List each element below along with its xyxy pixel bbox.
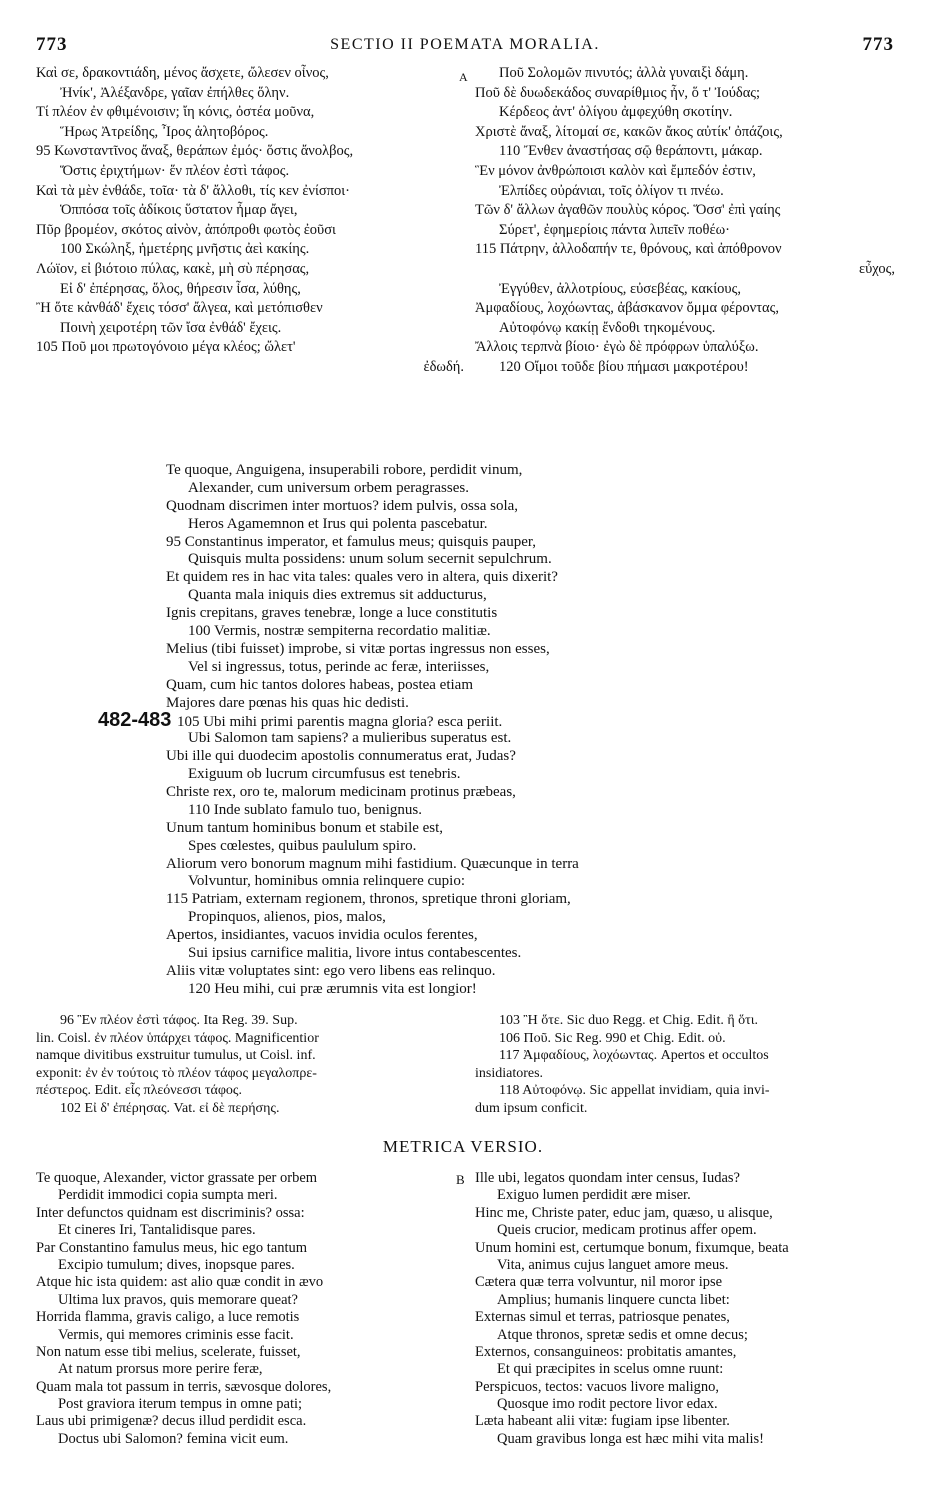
- footnote-line: insidiatores.: [475, 1065, 544, 1081]
- footnote-line: namque divitibus exstruitur tumulus, ut Coisl. inf.: [36, 1048, 316, 1064]
- footnote-line: 117 Ἀμφαδίους, λοχόωντας. Apertos et occultos: [499, 1048, 769, 1064]
- metrica-verse-line: Horrida flamma, gravis caligo, a luce remotis: [36, 1309, 300, 1326]
- metrica-verse-line: Cætera quæ terra volvuntur, nil moror ipse: [475, 1274, 723, 1291]
- footnote-line: exponit: ἐν ἐν τούτοις τὸ πλέον τάφος μεγαλοπρε-: [36, 1065, 317, 1081]
- metrica-verse-line: Par Constantino famulus meus, hic ego tantum: [36, 1239, 308, 1256]
- greek-verse-line: Ἥρως Ἀτρείδης, Ἶρος ἀλητοβόρος.: [60, 123, 269, 140]
- latin-verse-line: Vel si ingressus, totus, perinde ac feræ, interiisses,: [188, 658, 490, 675]
- metrica-verse-line: Amplius; humanis linquere cuncta libet:: [497, 1291, 730, 1308]
- latin-verse-line: Quam, cum hic tantos dolores habeas, postea etiam: [166, 676, 473, 693]
- metrica-verse-line: Te quoque, Alexander, victor grassate per orbem: [36, 1170, 318, 1186]
- footnote-line: dum ipsum conficit.: [475, 1100, 588, 1116]
- metrica-verse-line: Doctus ubi Salomon? femina vicit eum.: [58, 1430, 289, 1447]
- greek-verse-line: 115 Πάτρην, ἀλλοδαπήν τε, θρόνους, καὶ ἀπόθρονον: [475, 241, 782, 258]
- latin-verse-line: Majores dare pœnas his quas hic dedisti.: [166, 694, 409, 711]
- greek-verse-line: Καὶ τὰ μὲν ἐνθάδε, τοῖα· τὰ δ' ἄλλοθι, τίς κεν ἐνίσποι·: [36, 182, 350, 199]
- greek-verse-line: Καὶ σε, δρακοντιάδη, μένος ἄσχετε, ὤλεσεν οἶνος,: [36, 65, 329, 81]
- greek-verse-line: Εἰ δ' ἐπέρησας, ὅλος, θήρεσιν ἶσα, λύθης,: [60, 280, 301, 297]
- latin-verse-line: Et quidem res in hac vita tales: quales vero in altera, quis dixerit?: [166, 569, 558, 586]
- metrica-verse-line: Externas simul et terras, patriosque penates,: [475, 1309, 730, 1326]
- latin-verse-line: Ignis crepitans, graves tenebræ, longe a luce constitutis: [166, 605, 498, 622]
- latin-verse-line: Alexander, cum universum orbem peragrasses.: [188, 479, 469, 496]
- latin-verse-line: Exiguum ob lucrum circumfusus est tenebris.: [188, 766, 461, 783]
- greek-verse-line: Ἠνίκ', Ἀλέξανδρε, γαῖαν ἐπήλθες ὅλην.: [60, 84, 290, 101]
- latin-verse-line: Heros Agamemnon et Irus qui polenta pascebatur.: [188, 515, 488, 532]
- greek-verse-line: Ἄλλοις τερπνὰ βίοιο· ἐγὼ δὲ πρόφρων ὑπαλύξω.: [475, 339, 759, 356]
- greek-verse-line: Ὁππόσα τοῖς ἀδίκοις ὕστατον ἦμαρ ἄγει,: [60, 202, 298, 219]
- latin-translation: [98, 462, 746, 999]
- metrica-right-column: [475, 1170, 895, 1448]
- metrica-verse-line: Perdidit immodici copia sumpta meri.: [58, 1187, 278, 1204]
- footnote-line: 118 Αὐτοφόνῳ. Sic appellat invidiam, quia invi-: [499, 1083, 770, 1099]
- metrica-verse-line: Vita, animus cujus languet amore meus.: [497, 1256, 729, 1273]
- footnote-line: lin. Coisl. ἐν πλέον ὑπάρχει τάφος. Magnificentior: [36, 1030, 319, 1046]
- greek-text-right-column: [475, 64, 895, 378]
- latin-verse-line: Aliis vitæ voluptates sint: ego vero libens eas relinquo.: [166, 962, 496, 979]
- metrica-verse-line: Excipio tumulum; dives, inopsque pares.: [58, 1256, 295, 1273]
- latin-verse-line: Propinquos, alienos, pios, malos,: [188, 909, 386, 926]
- column-marker-a: A: [459, 70, 468, 84]
- latin-verse-line: Volvuntur, hominibus omnia relinquere cupio:: [188, 873, 466, 890]
- footnote-line: 103 Ἢ ὅτε. Sic duo Regg. et Chig. Edit. ἢ ὅτι.: [499, 1013, 759, 1028]
- metrica-verse-line: Atque hic ista quidem: ast alio quæ condit in ævo: [36, 1274, 324, 1291]
- latin-verse-line: Aliorum vero bonorum magnum mihi fastidium. Quæcunque in terra: [166, 855, 579, 872]
- metrica-verse-line: Læta habeant alii vitæ: fugiam ipse libenter.: [475, 1413, 730, 1430]
- latin-verse-line: Spes cœlestes, quibus paululum spiro.: [188, 837, 417, 854]
- greek-verse-line: Λώϊον, εἰ βιότοιο πύλας, κακὲ, μὴ σὺ πέρησας,: [36, 260, 310, 277]
- latin-verse-line: 110 Inde sublato famulo tuo, benignus.: [188, 801, 422, 818]
- page-header: [36, 34, 894, 58]
- latin-verse-line: Christe rex, oro te, malorum medicinam protinus præbeas,: [166, 784, 516, 801]
- column-number-badge: 482-483: [98, 709, 177, 732]
- greek-verse-line: Κέρδεος ἀντ' ὀλίγου ἀμφεχύθη σκοτίην.: [499, 104, 733, 121]
- greek-verse-line: Ἀμφαδίους, λοχόωντας, ἀβάσκανον ὄμμα φέροντας,: [475, 300, 779, 317]
- greek-verse-line: 100 Σκώληξ, ἡμετέρης μνῆστις ἀεὶ κακίης.: [60, 241, 310, 258]
- metrica-verse-line: Et qui præcipites in scelus omne ruunt:: [497, 1361, 724, 1378]
- greek-verse-line: Ἐγγύθεν, ἀλλοτρίους, εὐσεβέας, κακίους,: [499, 280, 741, 297]
- metrica-verse-line: Queis crucior, medicam protinus affer opem.: [497, 1222, 757, 1239]
- greek-verse-line: Αὐτοφόνῳ κακίῃ ἔνδοθι τηκομένους.: [499, 319, 716, 336]
- greek-verse-line: ἐδωδή.: [423, 358, 464, 375]
- metrica-verse-line: Non natum esse tibi melius, scelerate, fuisset,: [36, 1343, 301, 1360]
- latin-verse-line: Sui ipsius carnifice malitia, livore intus contabescentes.: [188, 945, 522, 962]
- page-number-right: 773: [862, 34, 894, 55]
- footnote-line: πέστερος. Edit. εἷς πλεόνεσσι τάφος.: [36, 1083, 242, 1099]
- column-marker-b: B: [456, 1172, 465, 1187]
- metrica-verse-line: Unum homini est, certumque bonum, fixumque, beata: [475, 1239, 789, 1256]
- metrica-verse-line: Vermis, qui memores criminis esse facit.: [58, 1326, 294, 1343]
- page-number-left: 773: [36, 34, 68, 55]
- greek-verse-line: εὖχος,: [858, 260, 895, 277]
- greek-verse-line: Ποῦ Σολομῶν πινυτός; ἀλλὰ γυναιξὶ δάμη.: [499, 65, 749, 81]
- greek-verse-line: Ἢ ὅτε κἀνθάδ' ἔχεις τόσσ' ἄλγεα, καὶ μετόπισθεν: [36, 300, 323, 317]
- greek-verse-line: Ποινὴ χειροτέρη τῶν ἴσα ἐνθάδ' ἔχεις.: [60, 319, 282, 336]
- latin-verse-line: Ubi ille qui duodecim apostolis connumeratus erat, Judas?: [166, 748, 516, 765]
- latin-verse-line: 95 Constantinus imperator, et famulus meus; quisquis pauper,: [166, 533, 536, 550]
- footnote-line: 96 Ἓν πλέον ἐστὶ τάφος. Ita Reg. 39. Sup.: [60, 1013, 298, 1028]
- latin-verse-line: Apertos, insidiantes, vacuos invidia oculos ferentes,: [166, 927, 478, 944]
- running-title: SECTIO II POEMATA MORALIA.: [330, 36, 600, 53]
- latin-verse-line: Melius (tibi fuisset) improbe, si vitæ portas ingressus non esses,: [166, 640, 550, 657]
- footnotes-right: [475, 1012, 895, 1118]
- metrica-verse-line: Post graviora iterum tempus in omne pati;: [58, 1396, 303, 1413]
- metrica-verse-line: Laus ubi primigenæ? decus illud perdidit esca.: [36, 1413, 307, 1430]
- latin-verse-line: 100 Vermis, nostræ sempiterna recordatio malitiæ.: [188, 623, 491, 640]
- metrica-verse-line: Quam mala tot passum in terris, sævosque dolores,: [36, 1378, 332, 1395]
- latin-verse-line: Quisquis multa possidens: unum solum secernit sepulchrum.: [188, 551, 552, 568]
- metrica-verse-line: Atque thronos, spretæ sedis et omne decus;: [497, 1326, 748, 1343]
- metrica-verse-line: Inter defunctos quidnam est discriminis? ossa:: [36, 1204, 305, 1221]
- latin-verse-line: Quodnam discrimen inter mortuos? idem pulvis, ossa sola,: [166, 497, 519, 514]
- metrica-verse-line: Perspicuos, tectos: vacuos livore maligno,: [475, 1378, 720, 1395]
- metrica-versio-heading: METRICA VERSIO.: [382, 1137, 544, 1156]
- greek-text-left-column: [36, 64, 464, 378]
- footnotes-left: [36, 1012, 456, 1118]
- metrica-verse-line: Externos, consanguineos: probitatis amantes,: [475, 1343, 737, 1360]
- text-line: 105 Ubi mihi primi parentis magna gloria? esca periit.: [176, 714, 503, 731]
- greek-verse-line: 105 Ποῦ μοι πρωτογόνοιο μέγα κλέος; ὤλετ': [36, 339, 296, 356]
- footnote-line: 106 Ποῦ. Sic Reg. 990 et Chig. Edit. οὐ.: [499, 1030, 726, 1046]
- greek-verse-line: Ποῦ δὲ δυωδεκάδος συναρίθμιος ἦν, ὅ τ' Ἰούδας;: [475, 84, 761, 101]
- greek-verse-line: 95 Κωνσταντῖνος ἄναξ, θεράπων ἐμός· ὅστις ἄνολβος,: [36, 143, 354, 160]
- latin-verse-line: Te quoque, Anguigena, insuperabili robore, perdidit vinum,: [166, 462, 523, 478]
- latin-verse-line: [98, 709, 746, 732]
- greek-verse-line: Ἓν μόνον ἀνθρώποισι καλὸν καὶ ἔμπεδόν ἐστιν,: [475, 162, 756, 179]
- greek-verse-line: Τῶν δ' ἄλλων ἀγαθῶν πουλὺς κόρος. Ὅσσ' ἐπὶ γαίης: [475, 202, 781, 219]
- latin-verse-line: Quanta mala iniquis dies extremus sit adducturus,: [188, 587, 487, 604]
- greek-verse-line: 120 Οἴμοι τοῦδε βίου πήμασι μακροτέρου!: [499, 358, 749, 375]
- footnote-line: 102 Εἰ δ' ἐπέρησας. Vat. εἰ δὲ περήσης.: [60, 1100, 280, 1116]
- greek-verse-line: Πῦρ βρομέον, σκότος αἰνὸν, ἀπόπροθι φωτὸς ἐοῦσι: [36, 221, 336, 238]
- greek-verse-line: 110 Ἔνθεν ἀναστήσας σῷ θεράποντι, μάκαρ.: [499, 143, 763, 160]
- metrica-verse-line: Hinc me, Christe pater, educ jam, quæso, u alisque,: [475, 1204, 773, 1221]
- latin-verse-line: 115 Patriam, externam regionem, thronos, spretique throni gloriam,: [166, 891, 571, 908]
- metrica-left-column: [36, 1170, 466, 1448]
- greek-verse-line: Χριστὲ ἄναξ, λίτομαί σε, κακῶν ἄκος αὐτίκ' ὀπάζοις,: [475, 123, 783, 140]
- metrica-verse-line: Et cineres Iri, Tantalidisque pares.: [58, 1222, 256, 1239]
- greek-verse-line: Τί πλέον ἐν φθιμένοισιν; ἴη κόνις, ὀστέα μοῦνα,: [36, 104, 315, 121]
- metrica-verse-line: Quam gravibus longa est hæc mihi vita malis!: [497, 1430, 764, 1447]
- latin-verse-line: Unum tantum hominibus bonum et stabile est,: [166, 819, 444, 836]
- latin-verse-line: 120 Heu mihi, cui præ ærumnis vita est longior!: [188, 980, 477, 997]
- greek-verse-line: Σύρετ', ἐφημερίοις πάντα λιπεῖν ποθέω·: [499, 221, 730, 238]
- greek-verse-line: Ἐλπίδες οὐράνιαι, τοῖς ὀλίγον τι πνέω.: [499, 182, 724, 199]
- metrica-verse-line: Quosque imo rodit pectore livor edax.: [497, 1396, 718, 1413]
- metrica-verse-line: Ille ubi, legatos quondam inter census, Iudas?: [475, 1170, 740, 1186]
- latin-verse-line: Ubi Salomon tam sapiens? a mulieribus superatus est.: [188, 730, 512, 747]
- greek-verse-line: Ὅστις ἐριχτήμων· ἕν πλέον ἐστὶ τάφος.: [60, 162, 290, 179]
- metrica-verse-line: At natum prorsus more perire feræ,: [58, 1361, 263, 1378]
- metrica-verse-line: Ultima lux pravos, quis memorare queat?: [58, 1291, 298, 1308]
- metrica-verse-line: Exiguo lumen perdidit ære miser.: [497, 1187, 691, 1204]
